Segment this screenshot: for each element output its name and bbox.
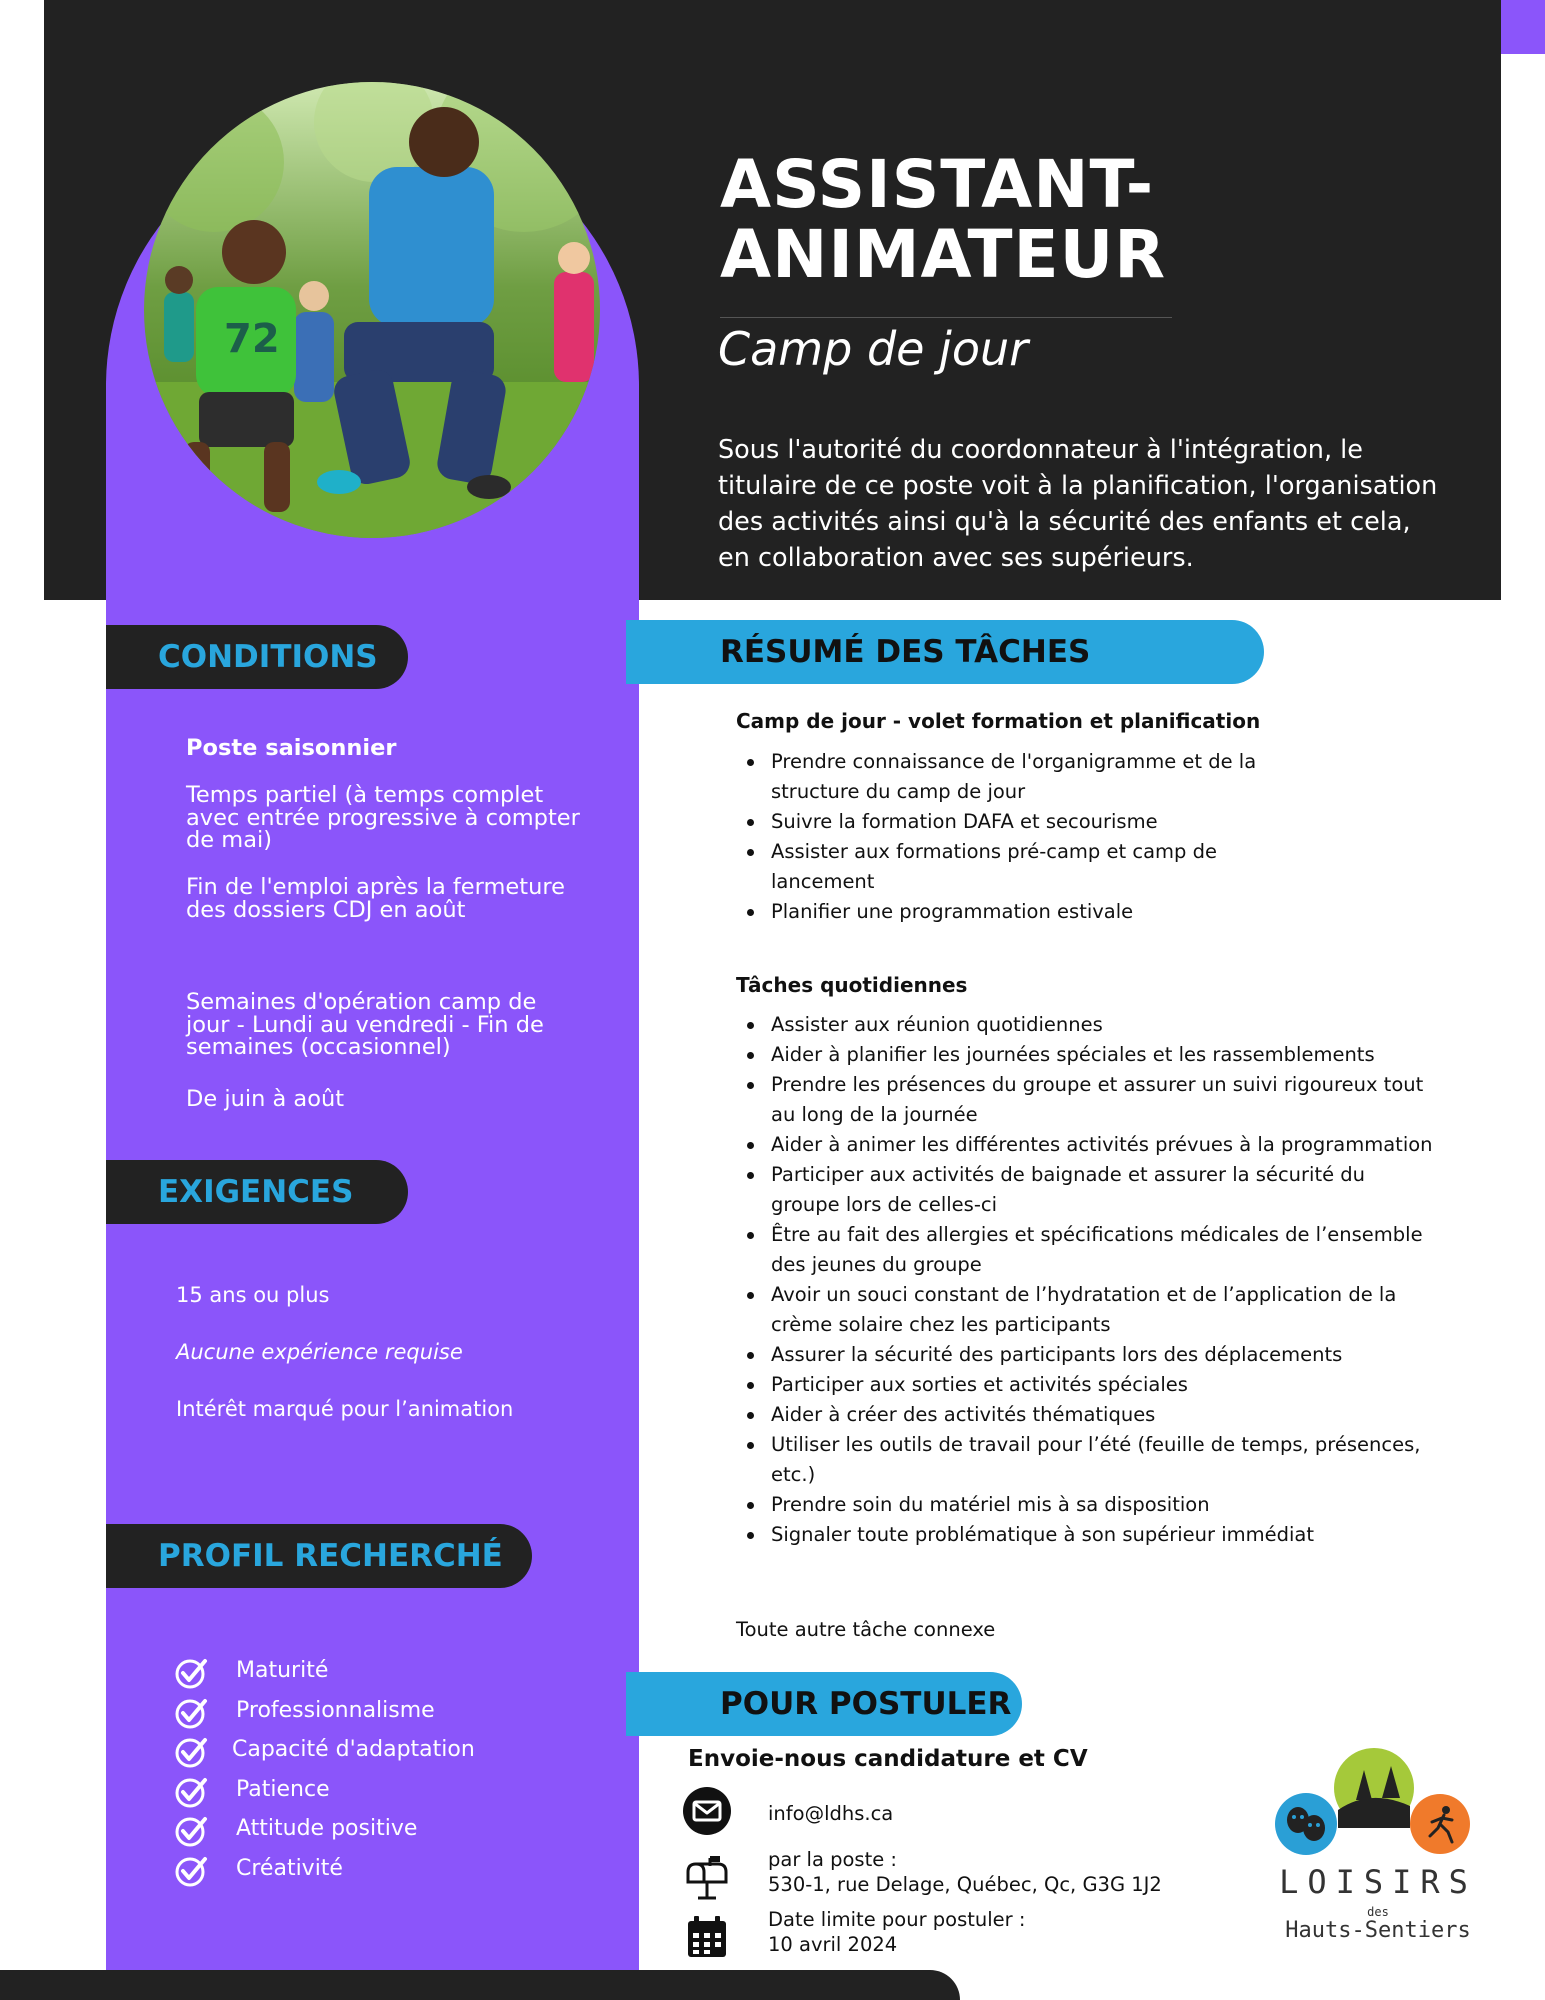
exigence-item: Aucune expérience requise: [176, 1340, 463, 1364]
list-item: Avoir un souci constant de l’hydratation et de l’application de la crème solaire chez les participants: [736, 1280, 1436, 1340]
profil-label: Professionnalisme: [236, 1697, 435, 1723]
list-item: Assister aux réunion quotidiennes: [736, 1010, 1436, 1040]
taches-section-1-list: [736, 747, 1326, 927]
condition-item: Fin de l'emploi après la fermeture des dossiers CDJ en août: [186, 874, 565, 923]
list-item: Planifier une programmation estivale: [736, 897, 1326, 927]
conditions-heading: CONDITIONS: [158, 639, 378, 675]
other-task-note: Toute autre tâche connexe: [736, 1618, 996, 1641]
envelope-icon: [682, 1786, 732, 1836]
job-title: [720, 146, 1167, 293]
title-divider: [720, 317, 1172, 318]
profil-label: Capacité d'adaptation: [232, 1737, 475, 1762]
list-item: Participer aux sorties et activités spéciales: [736, 1370, 1436, 1400]
conditions-header: [106, 625, 408, 689]
list-item: Suivre la formation DAFA et secourisme: [736, 807, 1326, 837]
exigences-heading: EXIGENCES: [158, 1174, 354, 1210]
profil-header: [106, 1524, 532, 1588]
profil-label: Maturité: [236, 1658, 329, 1683]
svg-text:72: 72: [224, 316, 280, 362]
calendar-icon: [682, 1912, 732, 1962]
logo-subtitle: Hauts-Sentiers: [1285, 1918, 1471, 1943]
mailbox-icon: [682, 1852, 732, 1902]
check-circle-icon: [174, 1814, 208, 1848]
list-item: Participer aux activités de baignade et assurer la sécurité du groupe lors de celles-ci: [736, 1160, 1436, 1220]
profil-heading: PROFIL RECHERCHÉ: [158, 1538, 503, 1574]
list-item: Utiliser les outils de travail pour l’été (feuille de temps, présences, etc.): [736, 1430, 1436, 1490]
check-circle-icon: [174, 1696, 208, 1730]
hero-photo: [144, 82, 600, 538]
contact-email[interactable]: info@ldhs.ca: [768, 1802, 894, 1825]
list-item: Assister aux formations pré-camp et camp de lancement: [736, 837, 1326, 897]
list-item: Prendre soin du matériel mis à sa disposition: [736, 1490, 1436, 1520]
list-item: Être au fait des allergies et spécifications médicales de l’ensemble des jeunes du groupe: [736, 1220, 1436, 1280]
list-item: Aider à animer les différentes activités prévues à la programmation: [736, 1130, 1436, 1160]
condition-item: Poste saisonnier: [186, 735, 397, 761]
condition-item: De juin à août: [186, 1086, 345, 1112]
check-circle-icon: [174, 1656, 208, 1690]
taches-section-1-title: Camp de jour - volet formation et planification: [736, 709, 1261, 733]
check-circle-icon: [174, 1735, 208, 1769]
taches-section-2-list: [736, 1010, 1436, 1550]
exigence-item: 15 ans ou plus: [176, 1283, 330, 1307]
list-item: Aider à créer des activités thématiques: [736, 1400, 1436, 1430]
deadline-date: 10 avril 2024: [768, 1933, 898, 1956]
logo-wordmark: LOISIRS: [1279, 1863, 1477, 1901]
footer-band: [0, 1970, 960, 2000]
condition-item: Temps partiel (à temps complet avec entrée progressive à compter de mai): [186, 782, 580, 853]
contact-mail-label: par la poste :: [768, 1848, 897, 1871]
postuler-heading: POUR POSTULER: [720, 1686, 1012, 1722]
check-circle-icon: [174, 1775, 208, 1809]
postuler-header: [626, 1672, 1022, 1736]
list-item: Signaler toute problématique à son supérieur immédiat: [736, 1520, 1436, 1550]
taches-section-2-title: Tâches quotidiennes: [736, 973, 968, 997]
list-item: Prendre connaissance de l'organigramme et de la structure du camp de jour: [736, 747, 1326, 807]
deadline-label: Date limite pour postuler :: [768, 1908, 1026, 1931]
taches-heading: RÉSUMÉ DES TÂCHES: [720, 634, 1091, 670]
taches-header: [626, 620, 1264, 684]
list-item: Prendre les présences du groupe et assurer un suivi rigoureux tout au long de la journée: [736, 1070, 1436, 1130]
check-circle-icon: [174, 1854, 208, 1888]
profil-label: Patience: [236, 1776, 330, 1802]
list-item: Aider à planifier les journées spéciales et les rassemblements: [736, 1040, 1436, 1070]
exigence-item: Intérêt marqué pour l’animation: [176, 1397, 514, 1421]
exigences-header: [106, 1160, 408, 1224]
contact-mail-address: 530-1, rue Delage, Québec, Qc, G3G 1J2: [768, 1873, 1162, 1896]
intro-paragraph: Sous l'autorité du coordonnateur à l'intégration, le titulaire de ce poste voit à la planification, l'organisation des activités ainsi qu'à la sécurité des enfants et cela, en collaboration avec ses supérieurs.: [718, 435, 1438, 573]
job-subtitle: Camp de jour: [718, 322, 1029, 376]
condition-item: Semaines d'opération camp de jour - Lundi au vendredi - Fin de semaines (occasionnel): [186, 989, 544, 1060]
apply-instructions: Envoie-nous candidature et CV: [688, 1746, 1088, 1772]
job-title-line-1: ASSISTANT-: [720, 146, 1155, 223]
list-item: Assurer la sécurité des participants lors des déplacements: [736, 1340, 1436, 1370]
job-title-line-2: ANIMATEUR: [720, 216, 1167, 293]
logo-des: des: [1367, 1905, 1389, 1919]
profil-label: Créativité: [236, 1855, 343, 1881]
profil-label: Attitude positive: [236, 1816, 418, 1841]
